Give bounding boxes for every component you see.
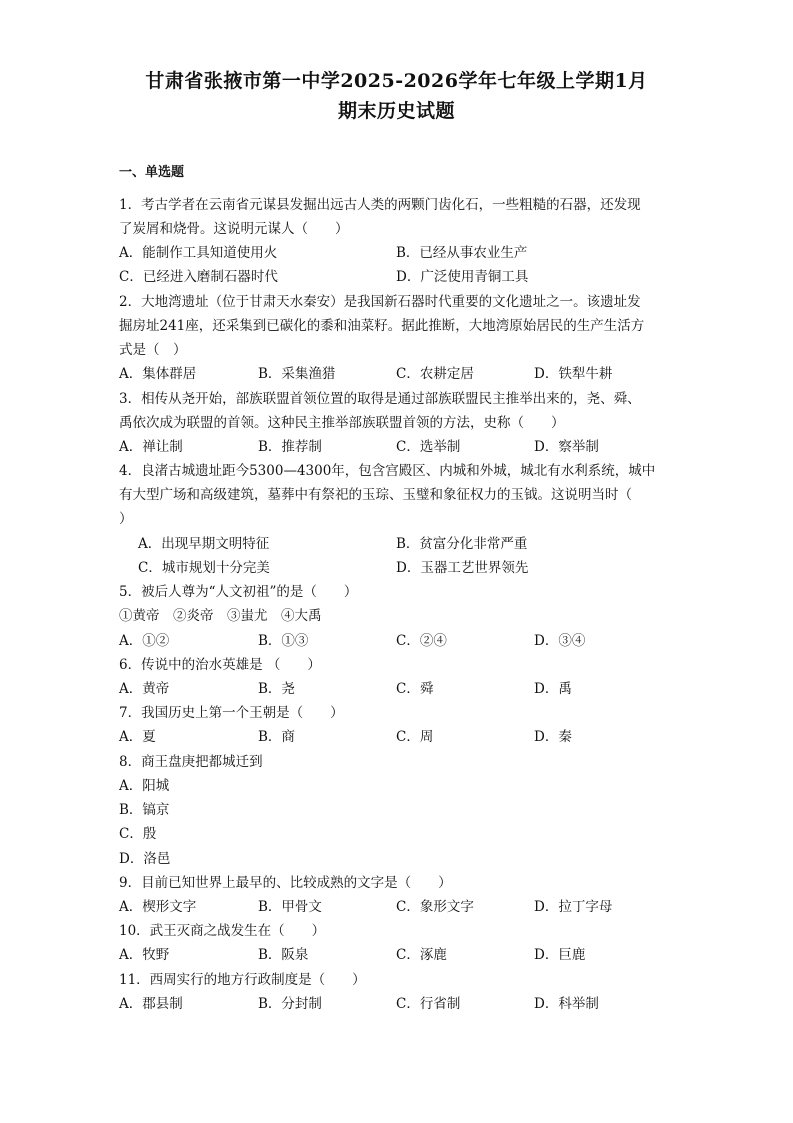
question-10-option-b: B．阪泉 — [258, 947, 309, 963]
question-1-stem: 了炭屑和烧骨。这说明元谋人（ ） — [119, 221, 349, 237]
question-2-option-a: A．集体群居 — [119, 366, 197, 382]
question-3-stem: 3．相传从尧开始，部族联盟首领位置的取得是通过部族联盟民主推举出来的，尧、舜、 — [119, 391, 641, 407]
question-11-option-b: B．分封制 — [258, 996, 322, 1012]
section-heading: 一、单选题 — [119, 165, 185, 180]
question-6-option-c: C．舜 — [396, 681, 434, 697]
question-4-stem: 4．良渚古城遗址距今5300—4300年，包含宫殿区、内城和外城，城北有水利系统，城中 — [119, 463, 656, 479]
question-7-option-d: D．秦 — [534, 729, 572, 745]
question-3-option-c: C．选举制 — [396, 439, 461, 455]
question-4-option-c: C．城市规划十分完美 — [138, 560, 270, 576]
question-6-stem: 6．传说中的治水英雄是 （ ） — [119, 657, 321, 673]
question-7-stem: 7．我国历史上第一个王朝是（ ） — [119, 705, 344, 721]
question-7-option-c: C．周 — [396, 729, 434, 745]
question-6-option-b: B．尧 — [258, 681, 295, 697]
question-2-stem: 式是（ ） — [119, 342, 187, 358]
question-8-stem: 8．商王盘庚把都城迁到 — [119, 754, 263, 770]
question-2-stem: 掘房址241座，还采集到已碳化的黍和油菜籽。据此推断，大地湾原始居民的生产生活方 — [119, 318, 645, 334]
question-10-option-d: D．巨鹿 — [534, 947, 586, 963]
exam-title-line-1: 甘肃省张掖市第一中学2025-2026学年七年级上学期1月 — [145, 70, 648, 92]
question-5-option-d: D．③④ — [534, 633, 586, 649]
question-5-stem: ①黄帝 ②炎帝 ③蚩尤 ④大禹 — [119, 608, 322, 624]
question-1-option-c: C．已经进入磨制石器时代 — [119, 269, 278, 285]
question-5-stem: 5．被后人尊为“人文初祖”的是（ ） — [119, 584, 358, 600]
exam-title-line-2: 期末历史试题 — [337, 100, 455, 122]
question-5-option-a: A．①② — [119, 633, 170, 649]
question-5-option-b: B．①③ — [258, 633, 309, 649]
question-10-option-c: C．涿鹿 — [396, 947, 447, 963]
question-6-option-a: A．黄帝 — [119, 681, 170, 697]
question-6-option-d: D．禹 — [534, 681, 572, 697]
question-4-option-a: A．出现早期文明特征 — [138, 536, 270, 552]
question-1-option-d: D．广泛使用青铜工具 — [396, 269, 529, 285]
question-3-stem: 禹依次成为联盟的首领。这种民主推举部族联盟首领的方法，史称（ ） — [119, 415, 565, 431]
question-5-option-c: C．②④ — [396, 633, 447, 649]
question-9-option-c: C．象形文字 — [396, 899, 474, 915]
question-11-option-a: A．郡县制 — [119, 996, 183, 1012]
question-9-option-a: A．楔形文字 — [119, 899, 197, 915]
question-3-option-a: A．禅让制 — [119, 439, 183, 455]
question-8-option-d: D．洛邑 — [119, 851, 171, 867]
question-3-option-d: D．察举制 — [534, 439, 599, 455]
question-11-option-d: D．科举制 — [534, 996, 599, 1012]
question-8-option-a: A．阳城 — [119, 778, 170, 794]
question-7-option-b: B．商 — [258, 729, 295, 745]
question-8-option-b: B．镐京 — [119, 802, 170, 818]
question-4-option-b: B．贫富分化非常严重 — [396, 536, 528, 552]
question-10-option-a: A．牧野 — [119, 947, 170, 963]
question-4-option-d: D．玉器工艺世界领先 — [396, 560, 529, 576]
question-11-option-c: C．行省制 — [396, 996, 461, 1012]
question-1-option-b: B．已经从事农业生产 — [396, 245, 528, 261]
question-7-option-a: A．夏 — [119, 729, 156, 745]
question-4-stem: 有大型广场和高级建筑，墓葬中有祭祀的玉琮、玉璧和象征权力的玉钺。这说明当时（ — [119, 487, 632, 503]
question-1-option-a: A．能制作工具知道使用火 — [119, 245, 278, 261]
question-8-option-c: C．殷 — [119, 826, 157, 842]
question-10-stem: 10．武王灭商之战发生在（ ） — [119, 923, 326, 939]
question-1-stem: 1．考古学者在云南省元谋县发掘出远古人类的两颗门齿化石，一些粗糙的石器，还发现 — [119, 197, 641, 213]
question-9-option-b: B．甲骨文 — [258, 899, 322, 915]
question-2-option-d: D．铁犁牛耕 — [534, 366, 613, 382]
question-2-option-b: B．采集渔猎 — [258, 366, 336, 382]
question-4-stem: ） — [119, 511, 133, 527]
question-11-stem: 11．西周实行的地方行政制度是（ ） — [119, 972, 366, 988]
question-9-stem: 9．目前已知世界上最早的、比较成熟的文字是（ ） — [119, 875, 452, 891]
question-3-option-b: B．推荐制 — [258, 439, 322, 455]
question-9-option-d: D．拉丁字母 — [534, 899, 613, 915]
question-2-option-c: C．农耕定居 — [396, 366, 474, 382]
question-2-stem: 2．大地湾遗址（位于甘肃天水秦安）是我国新石器时代重要的文化遗址之一。该遗址发 — [119, 294, 641, 310]
